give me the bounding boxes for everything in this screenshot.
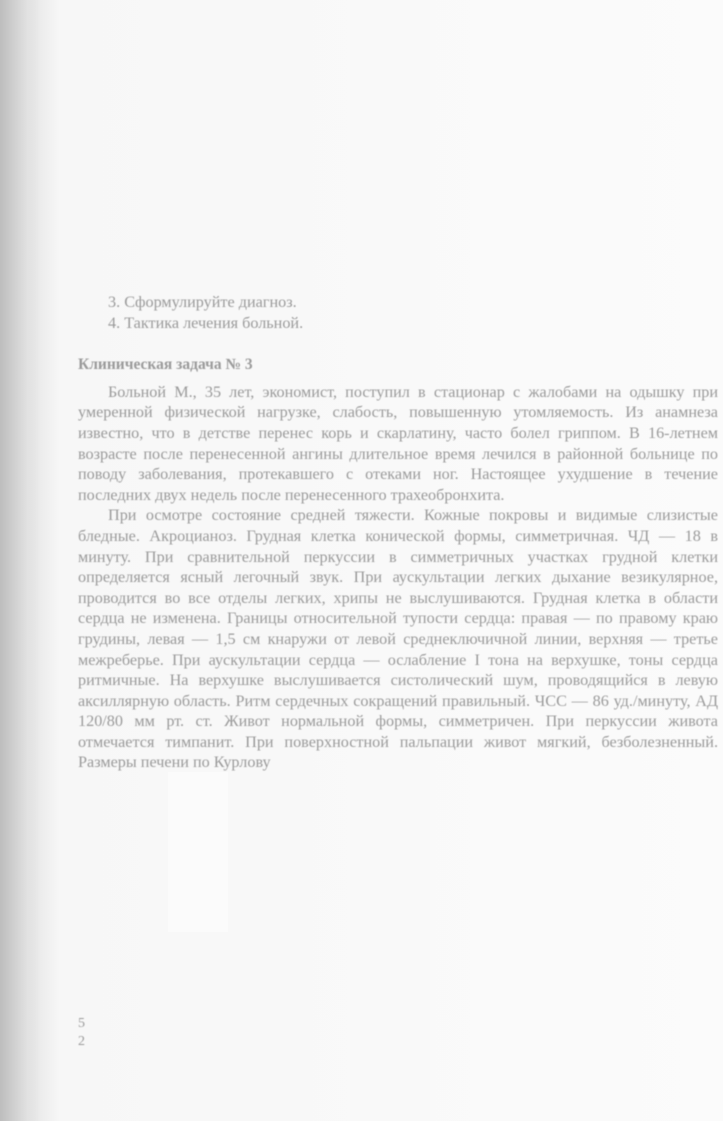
margin-mark-2: 2	[78, 1034, 85, 1049]
book-spine-shadow	[0, 0, 40, 1121]
list-item-3: 3. Сформулируйте диагноз.	[108, 293, 297, 311]
torn-blank-area	[168, 772, 228, 932]
examination-paragraph: При осмотре состояние средней тяжести. Кожные покровы и видимые слизистые бледные. Акроцианоз. Грудная клетка конической формы, симметричная. ЧД — 18 в минуту. При сравнительной перкуссии в симметричных участках грудной клетки определяется ясный легочный звук. При аускультации легких дыхание везикулярное, проводится во все отделы легких, хрипы не выслушиваются. Грудная клетка в области сердца не изменена. Границы относительной тупости сердца: правая — по правому краю грудины, левая — 1,5 см кнаружи от левой среднеключичной линии, верхняя — третье межреберье. При аускультации сердца — ослабление I тона на верхушке, тоны сердца ритмичные. На верхушке выслушивается систолический шум, проводящийся в левую аксиллярную область. Ритм сердечных сокращений правильный. ЧСС — 86 уд./минуту, АД 120/80 мм рт. ст. Живот нормальной формы, симметричен. При перкуссии живота отмечается тимпанит. При поверхностной пальпации живот мягкий, безболезненный. Размеры печени по Курлову	[78, 506, 718, 772]
task-heading: Клиническая задача № 3	[78, 356, 253, 374]
page-text	[78, 292, 718, 773]
complaints-paragraph: Больной М., 35 лет, экономист, поступил в стационар с жалобами на одышку при умеренной физической нагрузке, слабость, повышенную утомляемость. Из анамнеза известно, что в детстве перенес корь и скарлатину, часто болел гриппом. В 16-летнем возрасте после перенесенной ангины длительное время лечился в районной больнице по поводу заболевания, протекавшего с отеками ног. Настоящее ухудшение в течение последних двух недель после перенесенного трахеобронхита.	[78, 382, 718, 504]
margin-mark-1: 5	[78, 1016, 85, 1031]
list-item-4: 4. Тактика лечения больной.	[108, 313, 304, 332]
